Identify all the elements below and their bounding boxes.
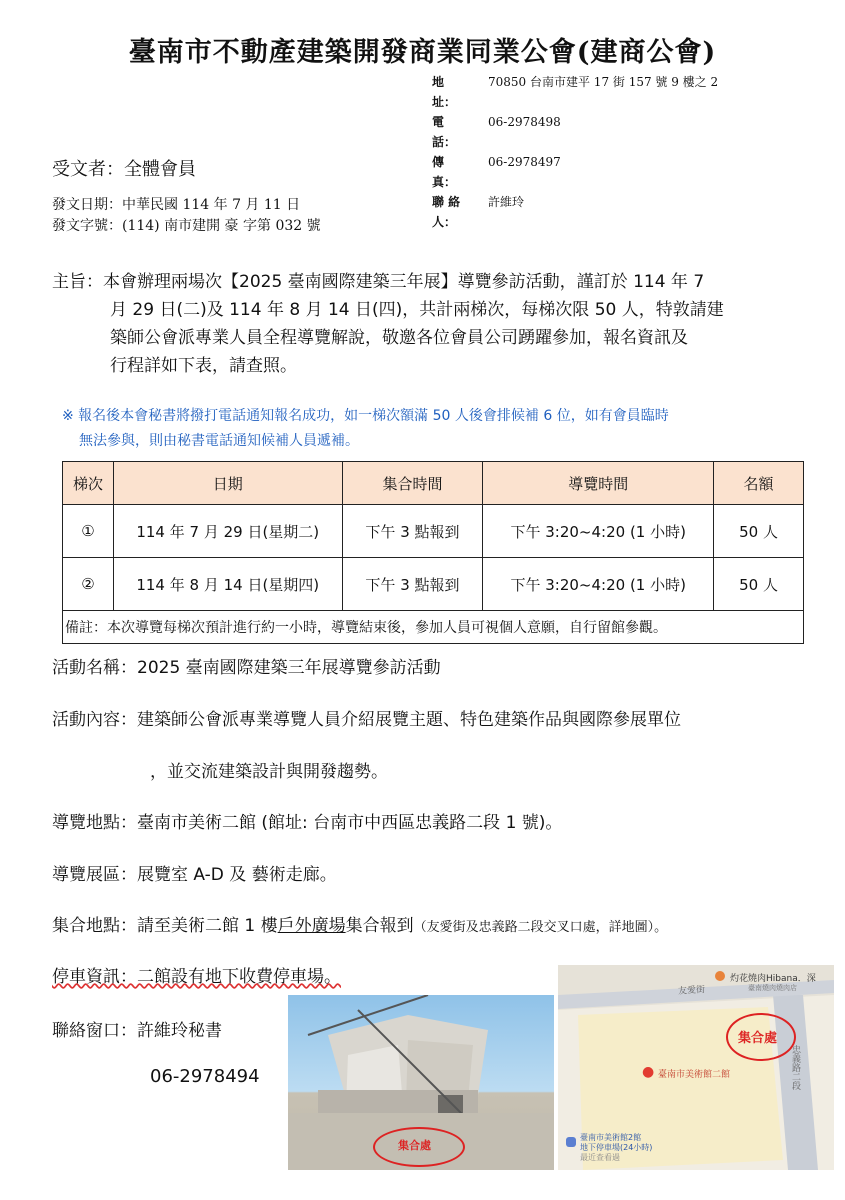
phone: 06-2978498	[488, 115, 561, 129]
parking-text: 停車資訊：二館設有地下收費停車場。	[52, 967, 341, 987]
phone-label: 電 話：	[432, 115, 469, 149]
meeting-point-place: 戶外廣場	[277, 916, 346, 936]
contact-phone: 06-2978494	[150, 1066, 260, 1087]
meeting-point	[52, 911, 667, 936]
cell-tour-time: 下午 3:20~4:20 (1 小時)	[483, 558, 714, 611]
meeting-point-tail: 集合報到	[345, 916, 414, 936]
map-parking	[580, 1133, 652, 1163]
cell-quota: 50 人	[714, 558, 804, 611]
contact-window: 聯絡窗口：許維玲秘書	[52, 1021, 222, 1041]
cell-assembly-time: 下午 3 點報到	[342, 558, 483, 611]
fax-label: 傳 真：	[432, 155, 469, 189]
parking-info	[52, 962, 341, 987]
schedule-table	[62, 461, 804, 644]
header-assembly-time: 集合時間	[342, 462, 483, 505]
note-line-1: ※ 報名後本會秘書將撥打電話通知報名成功，如一梯次額滿 50 人後會排候補 6 位，如有會員臨時	[62, 408, 669, 424]
museum-photo	[288, 995, 554, 1170]
org-info	[432, 72, 718, 232]
map-poi-top: 灼花燒肉Hibana．深	[730, 974, 816, 984]
meeting-point-note: （友愛街及忠義路二段交叉口處，詳地圖）。	[413, 920, 668, 935]
meeting-point-main: 集合地點：請至美術二館 1 樓	[52, 916, 278, 936]
tour-location: 導覽地點：臺南市美術二館 (館址: 台南市中西區忠義路二段 1 號)。	[52, 813, 563, 833]
photo-gather-label: 集合處	[398, 1139, 431, 1152]
note-line-2: 無法參與，則由秘書電話通知候補人員遞補。	[79, 433, 359, 449]
registration-note	[62, 404, 802, 454]
issue-block	[52, 195, 321, 237]
location-pin-icon: ●	[642, 1064, 655, 1080]
cell-session: ②	[63, 558, 114, 611]
map-parking-line-2: 地下停車場(24小時)	[580, 1143, 653, 1152]
location-map	[558, 965, 834, 1170]
map-road-top: 友愛街	[677, 985, 706, 997]
map-museum-label: 臺南市美術館二館	[658, 1070, 731, 1080]
cell-quota: 50 人	[714, 505, 804, 558]
table-row	[63, 505, 804, 558]
issue-date: 發文日期：中華民國 114 年 7 月 11 日	[52, 197, 301, 213]
header-tour-time: 導覽時間	[483, 462, 714, 505]
org-title: 臺南市不動產建築開發商業同業公會(建商公會)	[128, 37, 717, 68]
table-remark: 備註：本次導覽每梯次預計進行約一小時，導覽結束後，參加人員可視個人意願，自行留館參觀。	[63, 611, 804, 644]
cell-tour-time: 下午 3:20~4:20 (1 小時)	[483, 505, 714, 558]
cell-date: 114 年 8 月 14 日(星期四)	[113, 558, 342, 611]
activity-content-2: ，並交流建築設計與開發趨勢。	[150, 762, 388, 782]
restaurant-pin-icon	[715, 971, 725, 981]
header-date: 日期	[113, 462, 342, 505]
fax: 06-2978497	[488, 155, 561, 169]
recipient: 受文者：全體會員	[52, 159, 196, 180]
table-row	[63, 558, 804, 611]
activity-name: 活動名稱：2025 臺南國際建築三年展導覽參訪活動	[52, 658, 441, 678]
contact-label: 聯 絡 人：	[432, 195, 461, 229]
address-label: 地 址：	[432, 75, 469, 109]
map-poi-top-sub: 臺南燒肉燒肉店	[748, 984, 797, 992]
subject-line-2: 月 29 日(二)及 114 年 8 月 14 日(四)，共計兩梯次，每梯次限 50 人，特敦請建	[110, 300, 724, 320]
subject-line-3: 築師公會派專業人員全程導覽解說，敬邀各位會員公司踴躍參加，報名資訊及	[110, 328, 688, 348]
address: 70850 台南市建平 17 街 157 號 9 樓之 2	[488, 75, 719, 89]
map-road-right: 忠義路二段	[790, 1045, 800, 1090]
map-parking-line-1: 臺南市美術館2館	[580, 1133, 642, 1142]
table-header-row	[63, 462, 804, 505]
map-gather-label: 集合處	[738, 1031, 778, 1046]
parking-icon	[566, 1137, 576, 1147]
contact: 許維玲	[488, 195, 525, 209]
activity-content-1: 活動內容：建築師公會派專業導覽人員介紹展覽主題、特色建築作品與國際參展單位	[52, 710, 681, 730]
cell-session: ①	[63, 505, 114, 558]
subject-line-1: 主旨：本會辦理兩場次【2025 臺南國際建築三年展】導覽參訪活動，謹訂於 114 年 7	[52, 272, 705, 292]
issue-number: 發文字號：(114) 南市建開 豪 字第 032 號	[52, 218, 321, 234]
cell-assembly-time: 下午 3 點報到	[342, 505, 483, 558]
subject	[52, 268, 797, 380]
tour-area: 導覽展區：展覽室 A-D 及 藝術走廊。	[52, 865, 337, 885]
header-quota: 名額	[714, 462, 804, 505]
header-session: 梯次	[63, 462, 114, 505]
subject-line-4: 行程詳如下表，請查照。	[110, 356, 297, 376]
cell-date: 114 年 7 月 29 日(星期二)	[113, 505, 342, 558]
map-parking-line-3: 最近查看過	[580, 1153, 620, 1162]
table-remark-row	[63, 611, 804, 644]
